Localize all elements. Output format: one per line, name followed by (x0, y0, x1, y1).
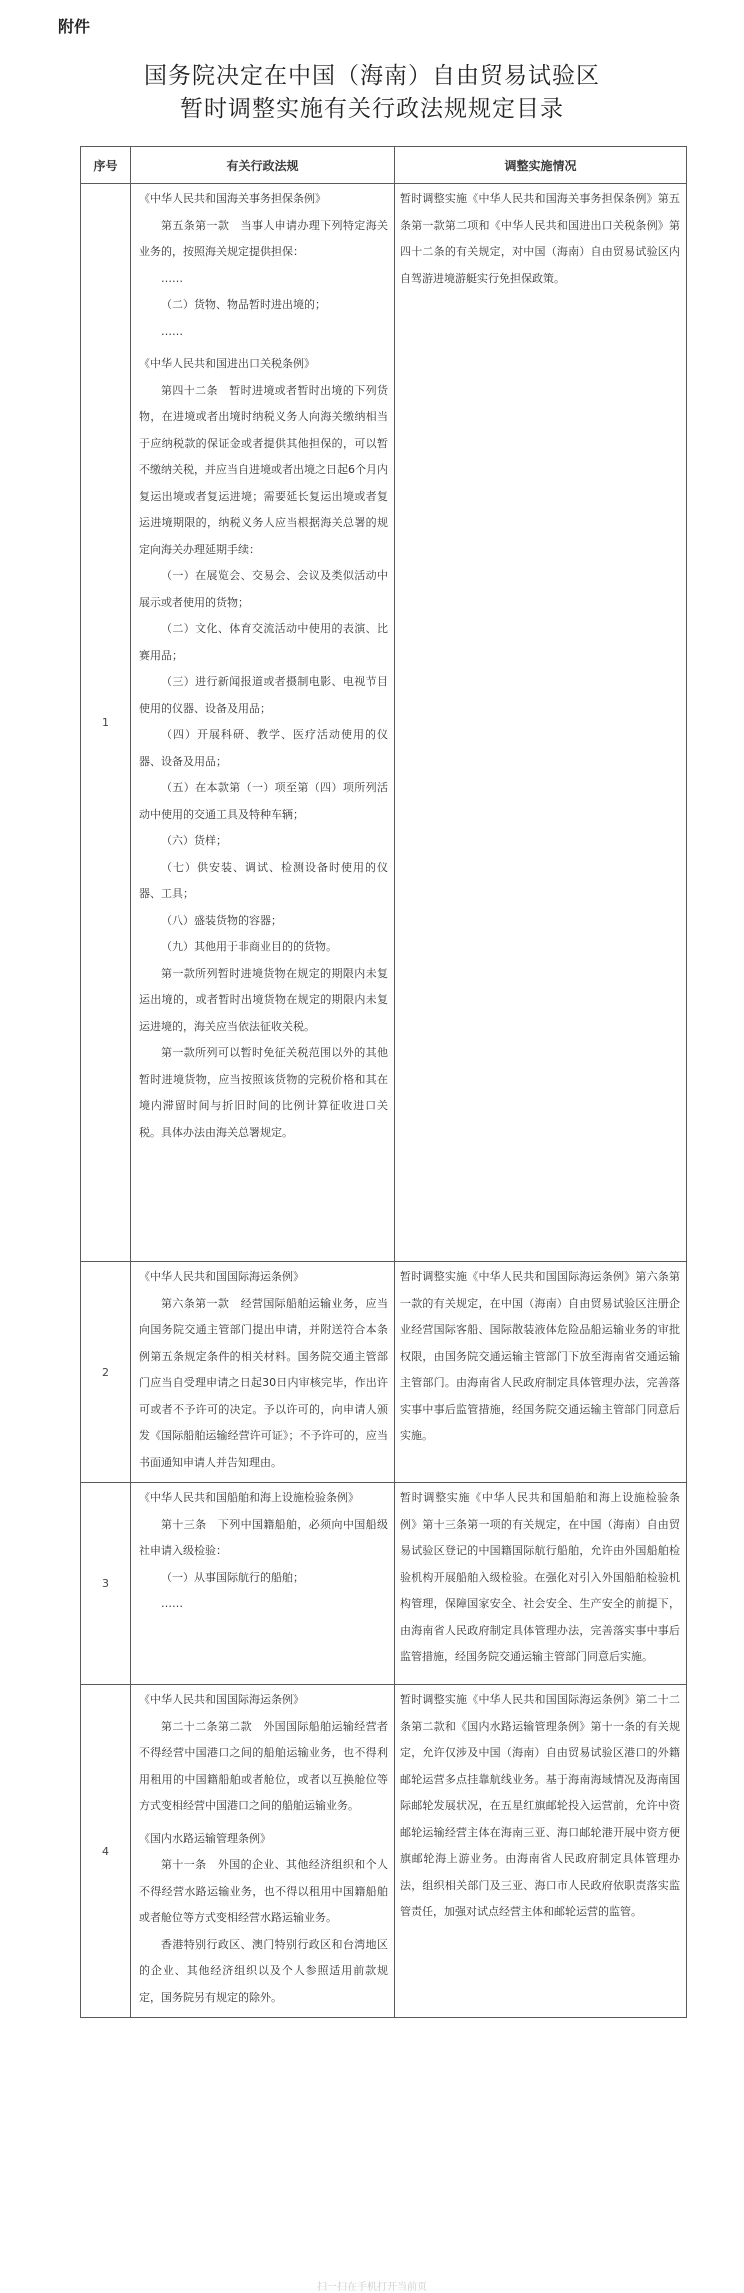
adjustment-paragraph: 暂时调整实施《中华人民共和国国际海运条例》第六条第一款的有关规定，在中国（海南）自由贸易试验区注册企业经营国际客船、国际散装液体危险品船运输业务的审批权限，由国务院交通运输主管部门下放至海南省交通运输主管部门。由海南省人民政府制定具体管理办法，完善落实事中事后监管措施，经国务院交通运输主管部门同意后实施。 (400, 1270, 680, 1442)
header-serial-number: 序号 (81, 147, 131, 184)
regulation-name: 《中华人民共和国进出口关税条例》 (139, 357, 315, 370)
regulation-name: 《中华人民共和国国际海运条例》 (139, 1693, 304, 1706)
row-adjustment-text (395, 1483, 687, 1685)
row-regulation-text (131, 1262, 395, 1483)
regulation-name: 《国内水路运输管理条例》 (139, 1831, 271, 1845)
row-serial-number: 2 (81, 1262, 131, 1483)
table-row (81, 1262, 687, 1483)
regulation-paragraph: …… (161, 1597, 183, 1610)
adjustment-paragraph: 暂时调整实施《中华人民共和国海关事务担保条例》第五条第一款第二项和《中华人民共和国进出口关税条例》第四十二条的有关规定，对中国（海南）自由贸易试验区内自驾游进境游艇实行免担保政策。 (400, 192, 680, 285)
regulation-paragraph: （二）货物、物品暂时进出境的； (161, 298, 326, 311)
table-body (81, 184, 687, 2018)
regulation-paragraph: （八）盛装货物的容器； (161, 913, 282, 927)
row-serial-number: 1 (81, 184, 131, 1262)
regulation-paragraph: （七）供安装、调试、检测设备时使用的仪器、工具； (139, 860, 388, 900)
regulation-paragraph: （四）开展科研、教学、医疗活动使用的仪器、设备及用品； (139, 728, 388, 768)
regulation-paragraph: 香港特别行政区、澳门特别行政区和台湾地区的企业、其他经济组织以及个人参照适用前款规定，国务院另有规定的除外。 (139, 1937, 388, 2004)
table-row (81, 1483, 687, 1685)
regulations-table (80, 146, 687, 2018)
row-adjustment-text (395, 1262, 687, 1483)
title-line-1: 国务院决定在中国（海南）自由贸易试验区 (144, 63, 600, 89)
regulation-paragraph: 第六条第一款 经营国际船舶运输业务，应当向国务院交通主管部门提出申请，并附送符合本条例第五条规定条件的相关材料。国务院交通主管部门应当自受理申请之日起30日内审核完毕，作出许可或者不予许可的决定。予以许可的，向申请人颁发《国际船舶运输经营许可证》；不予许可的，应当书面通知申请人并告知理由。 (139, 1296, 388, 1469)
row-adjustment-text (395, 184, 687, 1262)
header-regulation: 有关行政法规 (131, 147, 395, 184)
regulation-paragraph: （三）进行新闻报道或者摄制电影、电视节目使用的仪器、设备及用品； (139, 675, 388, 715)
regulation-paragraph: 第十一条 外国的企业、其他经济组织和个人不得经营水路运输业务，也不得以租用中国籍船舶或者舱位等方式变相经营水路运输业务。 (139, 1858, 388, 1924)
document-title (0, 60, 744, 126)
header-adjustment: 调整实施情况 (395, 147, 687, 184)
regulation-paragraph: 第一款所列可以暂时免征关税范围以外的其他暂时进境货物，应当按照该货物的完税价格和其在境内滞留时间与折旧时间的比例计算征收进口关税。具体办法由海关总署规定。 (139, 1046, 388, 1139)
attachment-label: 附件 (58, 17, 91, 36)
title-line-2: 暂时调整实施有关行政法规规定目录 (180, 96, 564, 122)
footer-scan-hint: 扫一扫在手机打开当前页 (317, 2282, 427, 2293)
regulation-paragraph: （九）其他用于非商业目的的货物。 (161, 940, 337, 953)
regulation-name: 《中华人民共和国船舶和海上设施检验条例》 (139, 1491, 359, 1504)
regulation-paragraph: 第一款所列暂时进境货物在规定的期限内未复运出境的，或者暂时出境货物在规定的期限内未复运进境的，海关应当依法征收关税。 (139, 966, 388, 1033)
regulation-paragraph: 第五条第一款 当事人申请办理下列特定海关业务的，按照海关规定提供担保： (139, 218, 388, 258)
regulation-paragraph: …… (161, 271, 183, 285)
regulation-paragraph: 第四十二条 暂时进境或者暂时出境的下列货物，在进境或者出境时纳税义务人向海关缴纳相当于应纳税款的保证金或者提供其他担保的，可以暂不缴纳关税，并应当自进境或者出境之日起6个月内复运出境或者复运进境；需要延长复运出境或者复运进境期限的，纳税义务人应当根据海关总署的规定向海关办理延期手续： (139, 383, 388, 556)
regulation-paragraph: （二）文化、体育交流活动中使用的表演、比赛用品； (139, 622, 388, 662)
row-regulation-text (131, 1483, 395, 1685)
row-serial-number: 4 (81, 1685, 131, 2018)
regulation-paragraph: （一）从事国际航行的船舶； (161, 1570, 304, 1584)
regulation-paragraph: （一）在展览会、交易会、会议及类似活动中展示或者使用的货物； (139, 569, 388, 609)
table-row (81, 184, 687, 1262)
adjustment-paragraph: 暂时调整实施《中华人民共和国国际海运条例》第二十二条第二款和《国内水路运输管理条例》第十一条的有关规定，允许仅涉及中国（海南）自由贸易试验区港口的外籍邮轮运营多点挂靠航线业务。基于海南海域情况及海南国际邮轮发展状况，在五星红旗邮轮投入运营前，允许中资邮轮运输经营主体在海南三亚、海口邮轮港开展中资方便旗邮轮海上游业务。由海南省人民政府制定具体管理办法，组织相关部门及三亚、海口市人民政府依职责落实监管责任，加强对试点经营主体和邮轮运营的监管。 (400, 1693, 680, 1918)
row-serial-number: 3 (81, 1483, 131, 1685)
adjustment-paragraph: 暂时调整实施《中华人民共和国船舶和海上设施检验条例》第十三条第一项的有关规定，在中国（海南）自由贸易试验区登记的中国籍国际航行船舶，允许由外国船舶检验机构开展船舶入级检验。在强化对引入外国船舶检验机构管理，保障国家安全、社会安全、生产安全的前提下，由海南省人民政府制定具体管理办法，完善落实事中事后监管措施，经国务院交通运输主管部门同意后实施。 (400, 1491, 680, 1663)
row-regulation-text (131, 1685, 395, 2018)
regulation-paragraph: （五）在本款第（一）项至第（四）项所列活动中使用的交通工具及特种车辆； (139, 781, 388, 821)
regulation-paragraph: …… (161, 324, 183, 338)
regulation-name: 《中华人民共和国国际海运条例》 (139, 1270, 304, 1283)
table-header-row (81, 147, 687, 184)
regulation-name: 《中华人民共和国海关事务担保条例》 (139, 192, 326, 205)
regulation-paragraph: 第二十二条第二款 外国国际船舶运输经营者不得经营中国港口之间的船舶运输业务，也不得利用租用的中国籍船舶或者舱位，或者以互换舱位等方式变相经营中国港口之间的船舶运输业务。 (139, 1719, 388, 1812)
row-adjustment-text (395, 1685, 687, 2018)
regulation-paragraph: 第十三条 下列中国籍船舶，必须向中国船级社申请入级检验： (139, 1517, 388, 1557)
table-row (81, 1685, 687, 2018)
row-regulation-text (131, 184, 395, 1262)
regulation-paragraph: （六）货样； (161, 834, 227, 847)
